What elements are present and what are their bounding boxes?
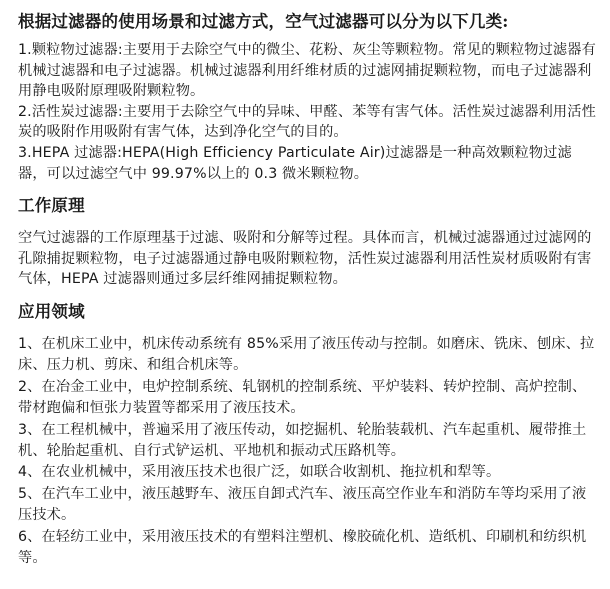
filter-type-hepa: 3.HEPA 过滤器:HEPA(High Efficiency Particulate Air)过滤器是一种高效颗粒物过滤器，可以过滤空气中 99.97%以上的 0.3 微米颗粒物。: [18, 144, 572, 182]
application-item: 5、在汽车工业中，液压越野车、液压自卸式汽车、液压高空作业车和消防车等均采用了液压技术。: [18, 485, 587, 524]
applications-heading: 应用领域: [18, 301, 85, 321]
principle-paragraph: 空气过滤器的工作原理基于过滤、吸附和分解等过程。具体而言，机械过滤器通过过滤网的孔隙捕捉颗粒物，电子过滤器通过静电吸附颗粒物，活性炭过滤器利用活性炭材质吸附有害气体，HEPA 过滤器则通过多层纤维网捕捉颗粒物。: [18, 230, 592, 288]
application-item: 4、在农业机械中，采用液压技术也很广泛，如联合收割机、拖拉机和犁等。: [18, 464, 501, 481]
application-item: 2、在冶金工业中，电炉控制系统、轧钢机的控制系统、平炉装料、转炉控制、高炉控制、带材跑偏和恒张力装置等都采用了液压技术。: [18, 378, 587, 417]
filter-type-activated-carbon: 2.活性炭过滤器:主要用于去除空气中的异味、甲醛、苯等有害气体。活性炭过滤器利用活性炭的吸附作用吸附有害气体，达到净化空气的目的。: [18, 103, 596, 141]
application-item: 1、在机床工业中，机床传动系统有 85%采用了液压传动与控制。如磨床、铣床、刨床、拉床、压力机、剪床、和组合机床等。: [18, 335, 595, 374]
applications-list: [18, 334, 598, 569]
application-item: 3、在工程机械中，普遍采用了液压传动，如挖掘机、轮胎装载机、汽车起重机、履带推土机、轮胎起重机、自行式铲运机、平地机和振动式压路机等。: [18, 421, 587, 459]
principle-heading: 工作原理: [18, 196, 85, 216]
principle-section: [18, 228, 598, 290]
intro-heading: 根据过滤器的使用场景和过滤方式，空气过滤器可以分为以下几类:: [18, 12, 509, 31]
application-item: 6、在轻纺工业中，采用液压技术的有塑料注塑机、橡胶硫化机、造纸机、印刷机和纺织机等。: [18, 528, 587, 566]
filter-types-list: [18, 40, 598, 184]
filter-type-particulate: 1.颗粒物过滤器:主要用于去除空气中的微尘、花粉、灰尘等颗粒物。常见的颗粒物过滤器有机械过滤器和电子过滤器。机械过滤器利用纤维材质的过滤网捕捉颗粒物，而电子过滤器利用静电吸附原理吸附颗粒物。: [18, 42, 596, 100]
document: [18, 10, 598, 569]
